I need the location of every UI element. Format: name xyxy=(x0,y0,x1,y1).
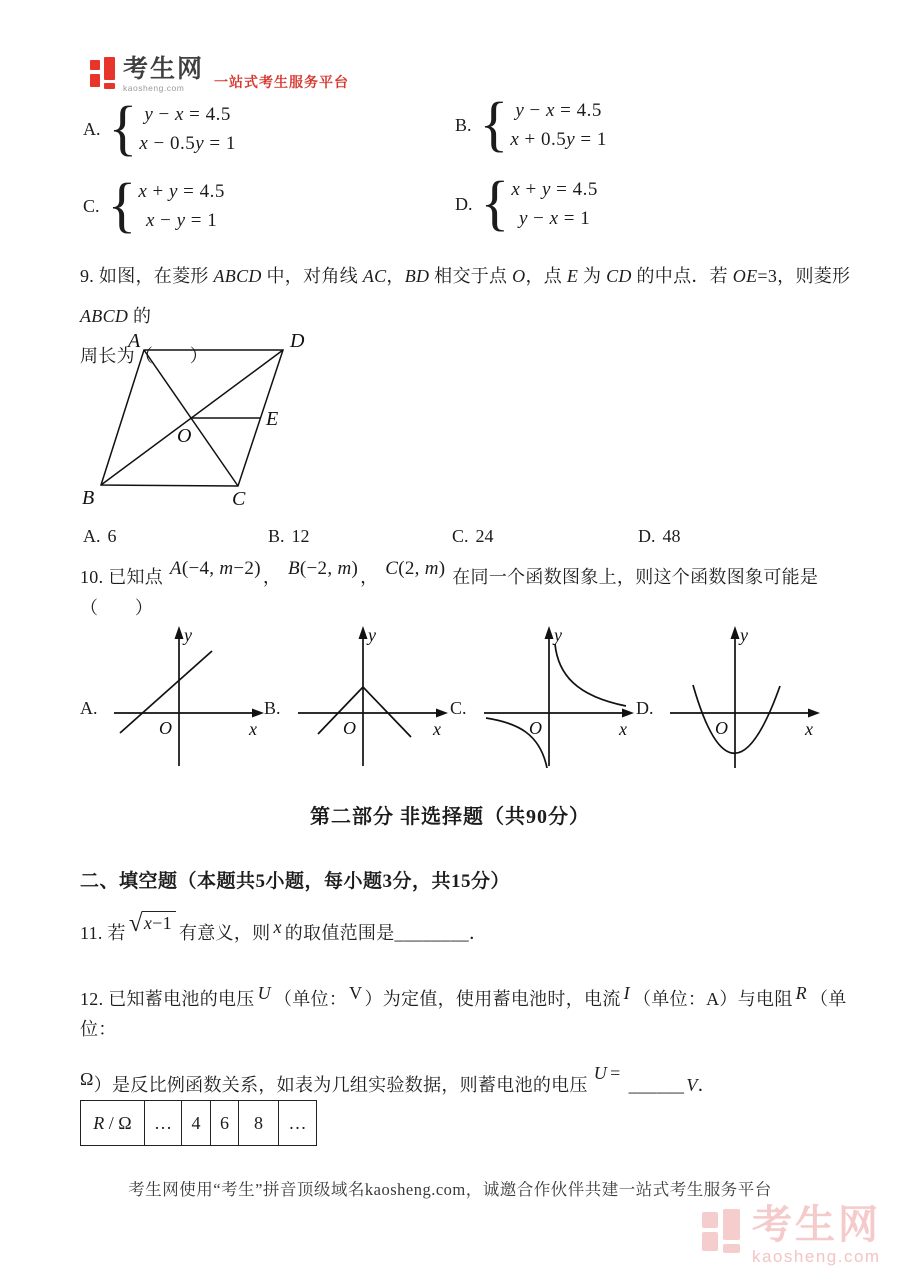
point-label-E: E xyxy=(266,408,279,430)
option-label: D. xyxy=(455,193,473,214)
tent-curve xyxy=(318,687,411,737)
equation-line: x − y = 1 xyxy=(145,210,218,231)
left-brace: { xyxy=(479,89,509,158)
sqrt-expression: √ x−1 xyxy=(129,911,176,936)
vertex-label-C: C xyxy=(232,488,246,510)
kaosheng-logo-icon xyxy=(90,57,118,89)
table-cell: 8 xyxy=(239,1101,279,1146)
graph-option-B xyxy=(264,618,458,770)
left-brace: { xyxy=(107,170,137,239)
equation-line: y − x = 4.5 xyxy=(144,104,231,125)
answer-blank: ________ xyxy=(394,923,469,943)
origin-label: O xyxy=(343,718,356,738)
answer-blank: ______ xyxy=(628,1075,685,1095)
resistance-data-table xyxy=(80,1100,317,1146)
graph-line-positive-slope xyxy=(104,618,274,770)
graph-hyperbola xyxy=(474,618,644,770)
x-axis-label: x xyxy=(433,719,441,739)
table-cell: 4 xyxy=(182,1101,211,1146)
graph-label: B. xyxy=(264,698,281,718)
equation-line: y − x = 4.5 xyxy=(515,100,602,121)
unit-ohm: Ω xyxy=(80,1069,94,1089)
table-cell-header: R / Ω xyxy=(81,1101,145,1146)
table-cell: … xyxy=(145,1101,182,1146)
hyperbola-branch-q1 xyxy=(555,644,626,706)
watermark-brand: 考生网 xyxy=(752,1203,881,1247)
left-brace: { xyxy=(480,168,510,237)
kaosheng-watermark-logo-icon xyxy=(702,1209,744,1253)
option-D: D. 48 xyxy=(638,526,681,546)
rhombus-figure xyxy=(78,330,318,510)
option-label: C. xyxy=(83,195,100,216)
y-axis-label: y xyxy=(740,625,748,645)
option-A: A. 6 xyxy=(83,526,117,546)
origin-label: O xyxy=(715,718,728,738)
graph-option-D xyxy=(636,618,830,770)
graph-label: D. xyxy=(636,698,654,718)
equation-line: x + 0.5y = 1 xyxy=(510,129,607,150)
table-row xyxy=(81,1101,317,1146)
eq-option-D xyxy=(455,168,598,237)
variable-U: U xyxy=(593,1063,608,1083)
equation-line: x + y = 4.5 xyxy=(511,179,598,200)
option-label: B. xyxy=(455,114,472,135)
brand-name: 考生网 xyxy=(123,55,205,83)
brand-tagline: 一站式考生服务平台 xyxy=(214,74,350,90)
point-C-coords: C(2, m) xyxy=(385,558,446,579)
parabola-curve xyxy=(693,685,780,753)
x-axis-label: x xyxy=(619,719,627,739)
graph-label: C. xyxy=(450,698,467,718)
y-axis-label: y xyxy=(368,625,376,645)
origin-label: O xyxy=(529,718,542,738)
question-12-line-1: 12. 已知蓄电池的电压 U （单位： V ）为定值，使用蓄电池时，电流 I （单位：A）与电阻 R （单位： xyxy=(80,983,847,1039)
question-11-text: 11. 若 √ x−1 有意义，则 x 的取值范围是________． xyxy=(80,910,488,943)
graph-label: A. xyxy=(80,698,98,718)
question-10-text: 10. 已知点 A(−4, m−2) ， B(−2, m) ， C(2, m) 在同一个函数图象上，则这个函数图象可能是（ ） xyxy=(80,558,819,618)
section-2-title: 第二部分 非选择题（共90分） xyxy=(310,806,590,828)
variable-I: I xyxy=(623,983,630,1003)
option-B: B. 12 xyxy=(268,526,310,546)
left-brace: { xyxy=(108,93,138,162)
y-axis-label: y xyxy=(184,625,192,645)
equation-line: x + y = 4.5 xyxy=(138,181,225,202)
graph-absolute-value xyxy=(288,618,458,770)
unit-V: V xyxy=(349,983,363,1003)
point-B-coords: B(−2, m) xyxy=(287,558,359,579)
eq-option-C xyxy=(83,170,225,239)
option-C: C. 24 xyxy=(452,526,494,546)
unit-V-math: V xyxy=(686,1075,698,1095)
y-axis-label: y xyxy=(554,625,562,645)
variable-U: U xyxy=(257,983,271,1003)
point-label-O: O xyxy=(177,425,192,447)
question-9-text: 9. 如图，在菱形 ABCD 中，对角线 AC，BD 相交于点 O，点 E 为 CD 的中点．若 OE=3，则菱形 ABCD 的 周长为（ ） xyxy=(80,266,851,366)
option-label: A. xyxy=(83,118,101,139)
table-cell: … xyxy=(279,1101,317,1146)
question-9-options xyxy=(80,526,870,552)
equation-line: y − x = 1 xyxy=(518,208,591,229)
eq-option-B xyxy=(455,89,607,158)
brand-domain: kaosheng.com xyxy=(123,83,185,93)
question-12-text xyxy=(80,984,860,1100)
vertex-label-A: A xyxy=(128,330,141,352)
variable-R: R xyxy=(795,983,807,1003)
graph-option-A xyxy=(80,618,274,770)
eq-option-A xyxy=(83,93,236,162)
kaosheng-watermark xyxy=(702,1205,881,1265)
equation-line: x − 0.5y = 1 xyxy=(139,133,236,154)
x-axis-label: x xyxy=(805,719,813,739)
question-12-line-2: Ω）是反比例函数关系，如表为几组实验数据，则蓄电池的电压U =______ V． xyxy=(80,1063,716,1095)
variable-x: x xyxy=(273,917,282,937)
graph-option-C xyxy=(450,618,644,770)
graph-parabola xyxy=(660,618,830,770)
table-cell: 6 xyxy=(211,1101,239,1146)
point-A-coords: A(−4, m−2) xyxy=(169,558,261,579)
vertex-label-B: B xyxy=(82,487,95,509)
equals-sign: = xyxy=(610,1063,621,1083)
kaosheng-header-logo xyxy=(90,57,349,93)
x-axis-label: x xyxy=(249,719,257,739)
footer-text: 考生网使用“考生”拼音顶级域名kaosheng.com，诚邀合作伙伴共建一站式考生服务平台 xyxy=(128,1180,772,1199)
fill-in-section-title: 二、填空题（本题共5小题，每小题3分，共15分） xyxy=(80,871,511,892)
radical-sign: √ xyxy=(128,910,143,937)
origin-label: O xyxy=(159,718,172,738)
watermark-domain: kaosheng.com xyxy=(752,1247,881,1266)
vertex-label-D: D xyxy=(290,330,305,352)
